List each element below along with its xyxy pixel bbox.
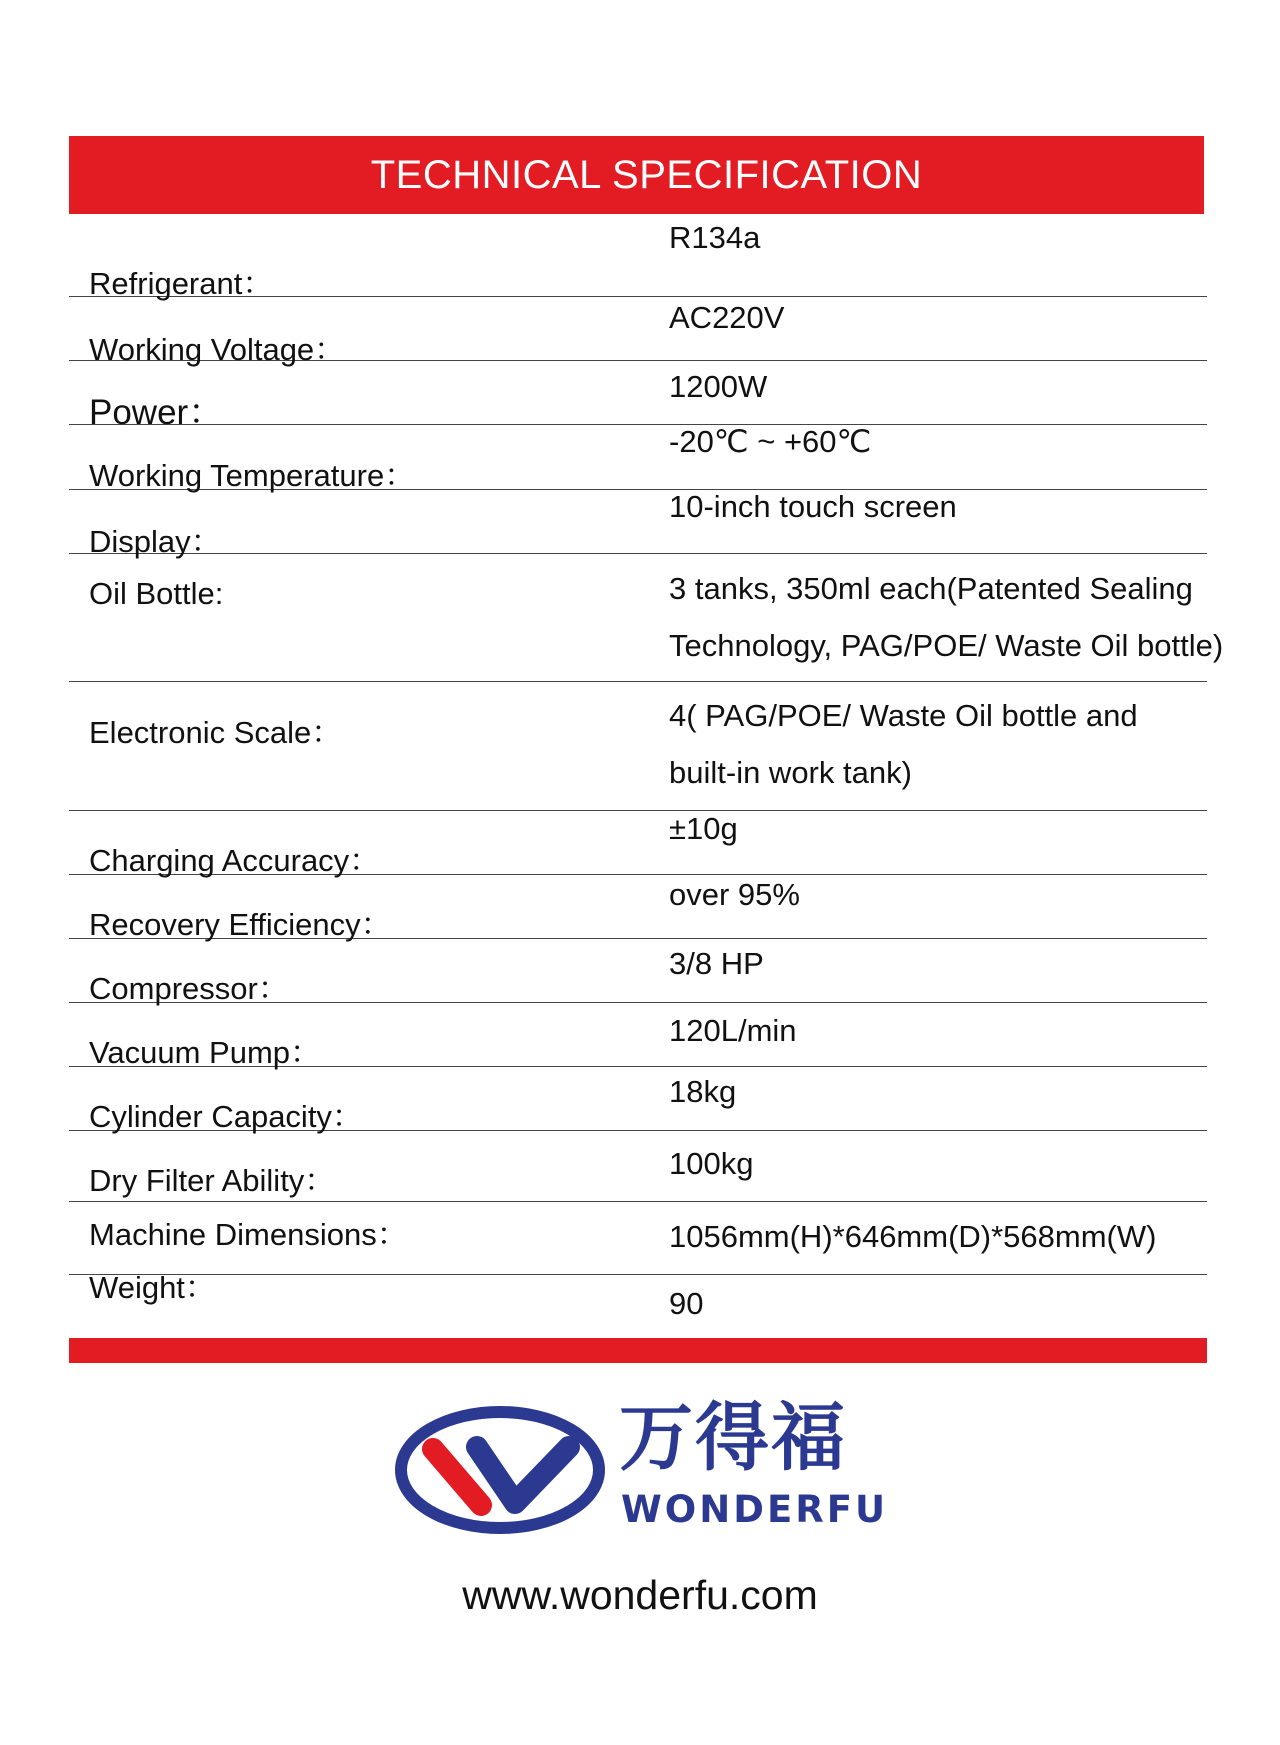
spec-row-vacuum-pump (69, 1003, 1207, 1070)
spec-label: Display： (89, 524, 222, 559)
spec-label: Refrigerant： (89, 266, 274, 301)
logo-emblem-icon (395, 1405, 605, 1535)
spec-row-charging-accuracy (69, 811, 1207, 878)
spec-row-machine-dimensions (69, 1202, 1207, 1275)
spec-value-line-2: Technology, PAG/POE/ Waste Oil bottle) (669, 628, 1224, 663)
spec-label: Vacuum Pump： (89, 1035, 322, 1070)
spec-row-electronic-scale (69, 682, 1207, 811)
spec-row-working-temperature (69, 424, 1207, 493)
spec-label: Machine Dimensions： (89, 1217, 408, 1252)
spec-row-working-voltage (69, 297, 1207, 367)
spec-label: Working Temperature： (89, 458, 416, 493)
spec-row-oil-bottle (69, 554, 1224, 682)
spec-row-cylinder-capacity (69, 1067, 1207, 1134)
website-url: www.wonderfu.com (462, 1572, 818, 1618)
spec-value: 120L/min (669, 1013, 797, 1048)
spec-label: Cylinder Capacity： (89, 1099, 363, 1134)
spec-row-weight (69, 1270, 1207, 1335)
spec-label: Recovery Efficiency： (89, 907, 392, 942)
spec-value: -20℃ ~ +60℃ (669, 424, 872, 459)
spec-row-dry-filter-ability (69, 1131, 1207, 1202)
spec-value: R134a (669, 220, 761, 255)
spec-value: 90 (669, 1286, 704, 1321)
footer-bar (69, 1338, 1207, 1363)
spec-label: Compressor： (89, 971, 289, 1006)
spec-row-recovery-efficiency (69, 875, 1207, 942)
logo-chinese-name: 万得福 (619, 1395, 847, 1481)
spec-label: Dry Filter Ability： (89, 1163, 336, 1198)
spec-label: Working Voltage： (89, 332, 346, 367)
spec-table (69, 214, 1224, 1335)
spec-label: Weight： (89, 1270, 216, 1305)
spec-value: 3/8 HP (669, 946, 764, 981)
spec-value-line-2: built-in work tank) (669, 755, 912, 790)
spec-value: 10-inch touch screen (669, 489, 957, 524)
spec-value-line-1: 4( PAG/POE/ Waste Oil bottle and (669, 698, 1138, 733)
page-title: TECHNICAL SPECIFICATION (370, 152, 923, 197)
spec-row-power (69, 361, 1207, 432)
spec-label: Charging Accuracy： (89, 843, 381, 878)
spec-value: 100kg (669, 1146, 754, 1181)
logo-english-name: WONDERFU (621, 1488, 889, 1531)
header-bar (69, 136, 1204, 214)
spec-row-display (69, 489, 1207, 559)
spec-value-line-1: 3 tanks, 350ml each(Patented Sealing (669, 571, 1193, 606)
spec-label: Power： (89, 393, 224, 432)
spec-label: Oil Bottle: (89, 576, 224, 611)
spec-value: AC220V (669, 300, 785, 335)
spec-value: 18kg (669, 1074, 737, 1109)
spec-row-compressor (69, 939, 1207, 1006)
wonderfu-logo (395, 1395, 889, 1535)
spec-row-refrigerant (69, 214, 1207, 301)
spec-value: over 95% (669, 877, 800, 912)
spec-value: 1200W (669, 369, 768, 404)
spec-value: 1056mm(H)*646mm(D)*568mm(W) (669, 1219, 1157, 1254)
spec-value: ±10g (669, 811, 738, 846)
spec-label: Electronic Scale： (89, 715, 343, 750)
